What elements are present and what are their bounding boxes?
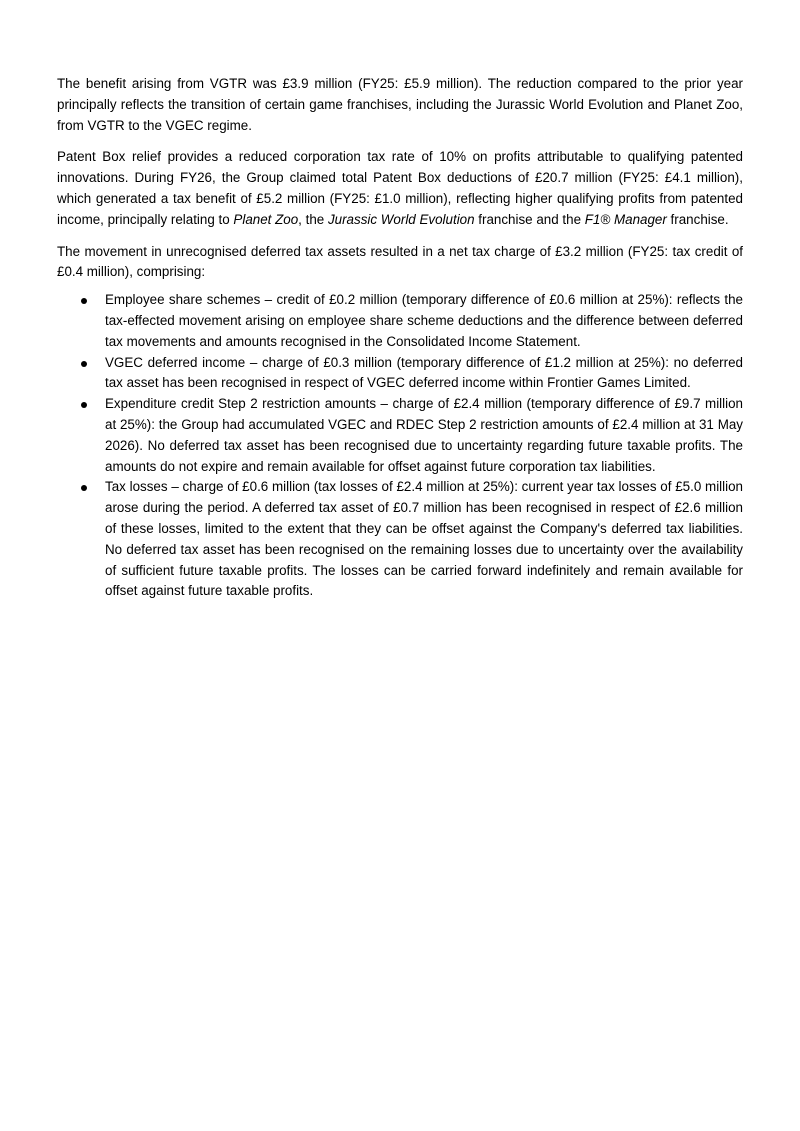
deferred-tax-intro-paragraph: The movement in unrecognised deferred tax assets resulted in a net tax charge of £3.2 million (FY25: tax credit of £0.4 million), comprising:: [57, 243, 743, 280]
bullet-icon: [81, 298, 87, 304]
bullet-icon: [81, 402, 87, 408]
jurassic-world-italic: Jurassic World Evolution: [327, 211, 475, 227]
f1-manager-italic: F1® Manager: [584, 211, 667, 227]
bullet-expenditure-credit-step-2: [57, 394, 743, 477]
patent-box-text-2: , the: [298, 211, 328, 227]
bullet-icon: [81, 361, 87, 367]
patent-box-text-3: franchise and the: [474, 211, 585, 227]
deferred-tax-bullet-list: [57, 290, 743, 602]
bullet-text: Employee share schemes – credit of £0.2 million (temporary difference of £0.6 million at 25%): reflects the tax-effected movement arising on employee share scheme deductions and the difference between deferred tax movements and amounts recognised in the Consolidated Income Statement.: [105, 292, 743, 349]
patent-box-text-1: Patent Box relief provides a reduced corporation tax rate of 10% on profits attributable to qualifying patented innovations. During FY26, the Group claimed total Patent Box deductions of £20.7 million (FY25: £4.1 million), which generated a tax benefit of £5.2 million (FY25: £1.0 million), reflecting higher qualifying profits from patented income, principally relating to: [57, 149, 743, 227]
vgtr-paragraph: The benefit arising from VGTR was £3.9 million (FY25: £5.9 million). The reduction compared to the prior year principally reflects the transition of certain game franchises, including the Jurassic World Evolution and Planet Zoo, from VGTR to the VGEC regime.: [57, 76, 743, 133]
document-page: [57, 74, 743, 602]
bullet-text: Expenditure credit Step 2 restriction amounts – charge of £2.4 million (temporary difference of £9.7 million at 25%): the Group had accumulated VGEC and RDEC Step 2 restriction amounts of £2.4 million at 31 May 2026). No deferred tax asset has been recognised due to uncertainty regarding future taxable profits. The amounts do not expire and remain available for offset against future corporation tax liabilities.: [105, 396, 743, 474]
patent-box-paragraph: [57, 147, 743, 230]
bullet-text: VGEC deferred income – charge of £0.3 million (temporary difference of £1.2 million at 25%): no deferred tax asset has been recognised in respect of VGEC deferred income within Frontier Games Limited.: [105, 354, 743, 391]
bullet-tax-losses: [57, 477, 743, 602]
bullet-text: Tax losses – charge of £0.6 million (tax losses of £2.4 million at 25%): current year tax losses of £5.0 million arose during the period. A deferred tax asset of £0.7 million has been recognised in respect of £2.6 million of these losses, limited to the extent that they can be offset against the Company's deferred tax liabilities. No deferred tax asset has been recognised on the remaining losses due to uncertainty over the availability of sufficient future taxable profits. The losses can be carried forward indefinitely and remain available for offset against future taxable profits.: [105, 479, 743, 599]
bullet-vgec-deferred-income: [57, 353, 743, 395]
bullet-icon: [81, 485, 87, 491]
patent-box-text-4: franchise.: [666, 211, 729, 227]
bullet-employee-share-schemes: [57, 290, 743, 352]
planet-zoo-italic: Planet Zoo: [233, 211, 299, 227]
